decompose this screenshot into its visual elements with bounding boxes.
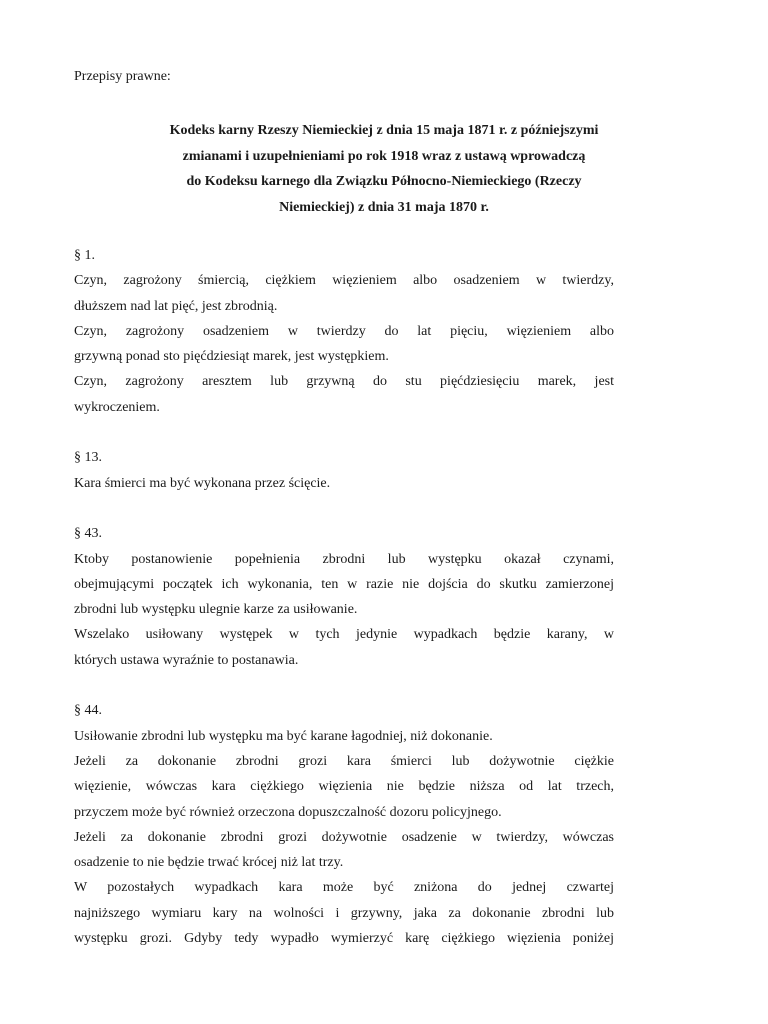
section-gap [74,673,614,698]
paragraph-line: Jeżeli za dokonanie zbrodni grozi dożywotnie osadzenie w twierdzy, wówczas [74,829,614,845]
title-line: zmianami i uzupełnieniami po rok 1918 wraz z ustawą wprowadczą [182,148,586,164]
intro-text: Przepisy prawne: [74,69,171,84]
paragraph-line: osadzenie to nie będzie trwać krócej niż lat trzy. [74,855,344,871]
paragraph-line: najniższego wymiaru kary na wolności i grzywny, jaka za dokonanie zbrodni lub [74,905,614,921]
paragraph-line: Czyn, zagrożony aresztem lub grzywną do stu pięćdziesięciu marek, jest [74,374,614,390]
paragraph-line: dłuższem nad lat pięć, jest zbrodnią. [74,298,278,314]
paragraph-line: więzienie, wówczas kara ciężkiego więzienia nie będzie niższa od lat trzech, [74,779,614,795]
paragraph-line: zbrodni lub występku ulegnie karze za usiłowanie. [74,602,358,618]
section-heading: § 44. [74,703,102,719]
paragraph-line: których ustawa wyraźnie to postanawia. [74,652,299,668]
document-title [0,118,768,220]
title-line: Niemieckiej) z dnia 31 maja 1870 r. [279,199,489,215]
paragraph-line: W pozostałych wypadkach kara może być zniżona do jednej czwartej [74,880,614,896]
section-heading: § 1. [74,248,95,263]
section-gap [74,496,614,521]
document-body [74,243,614,951]
section-heading: § 13. [74,450,102,466]
paragraph-line: Czyn, zagrożony osadzeniem w twierdzy do lat pięciu, więzieniem albo [74,323,614,339]
paragraph-line: występku grozi. Gdyby tedy wypadło wymierzyć karę ciężkiego więzienia poniżej [74,931,614,947]
paragraph-line: Usiłowanie zbrodni lub występku ma być karane łagodniej, niż dokonanie. [74,728,493,744]
title-line: Kodeks karny Rzeszy Niemieckiej z dnia 15 maja 1871 r. z późniejszymi [169,123,599,138]
paragraph-line: obejmującymi początek ich wykonania, ten w razie nie dojścia do skutku zamierzonej [74,576,614,592]
title-line: do Kodeksu karnego dla Związku Północno-Niemieckiego (Rzeczy [186,174,582,189]
paragraph-line: Kara śmierci ma być wykonana przez ścięcie. [74,475,331,491]
section-heading: § 43. [74,526,102,542]
paragraph-line: Ktoby postanowienie popełnienia zbrodni lub występku okazał czynami, [74,551,614,567]
paragraph-line: przyczem może być również orzeczona dopuszczalność dozoru policyjnego. [74,804,502,820]
paragraph-line: Jeżeli za dokonanie zbrodni grozi kara śmierci lub dożywotnie ciężkie [74,753,614,769]
section-gap [74,420,614,445]
paragraph-line: grzywną ponad sto pięćdziesiąt marek, jest występkiem. [74,349,389,365]
paragraph-line: Czyn, zagrożony śmiercią, ciężkiem więzieniem albo osadzeniem w twierdzy, [74,273,614,289]
paragraph-line: Wszelako usiłowany występek w tych jedynie wypadkach będzie karany, w [74,627,614,643]
paragraph-line: wykroczeniem. [74,399,160,415]
